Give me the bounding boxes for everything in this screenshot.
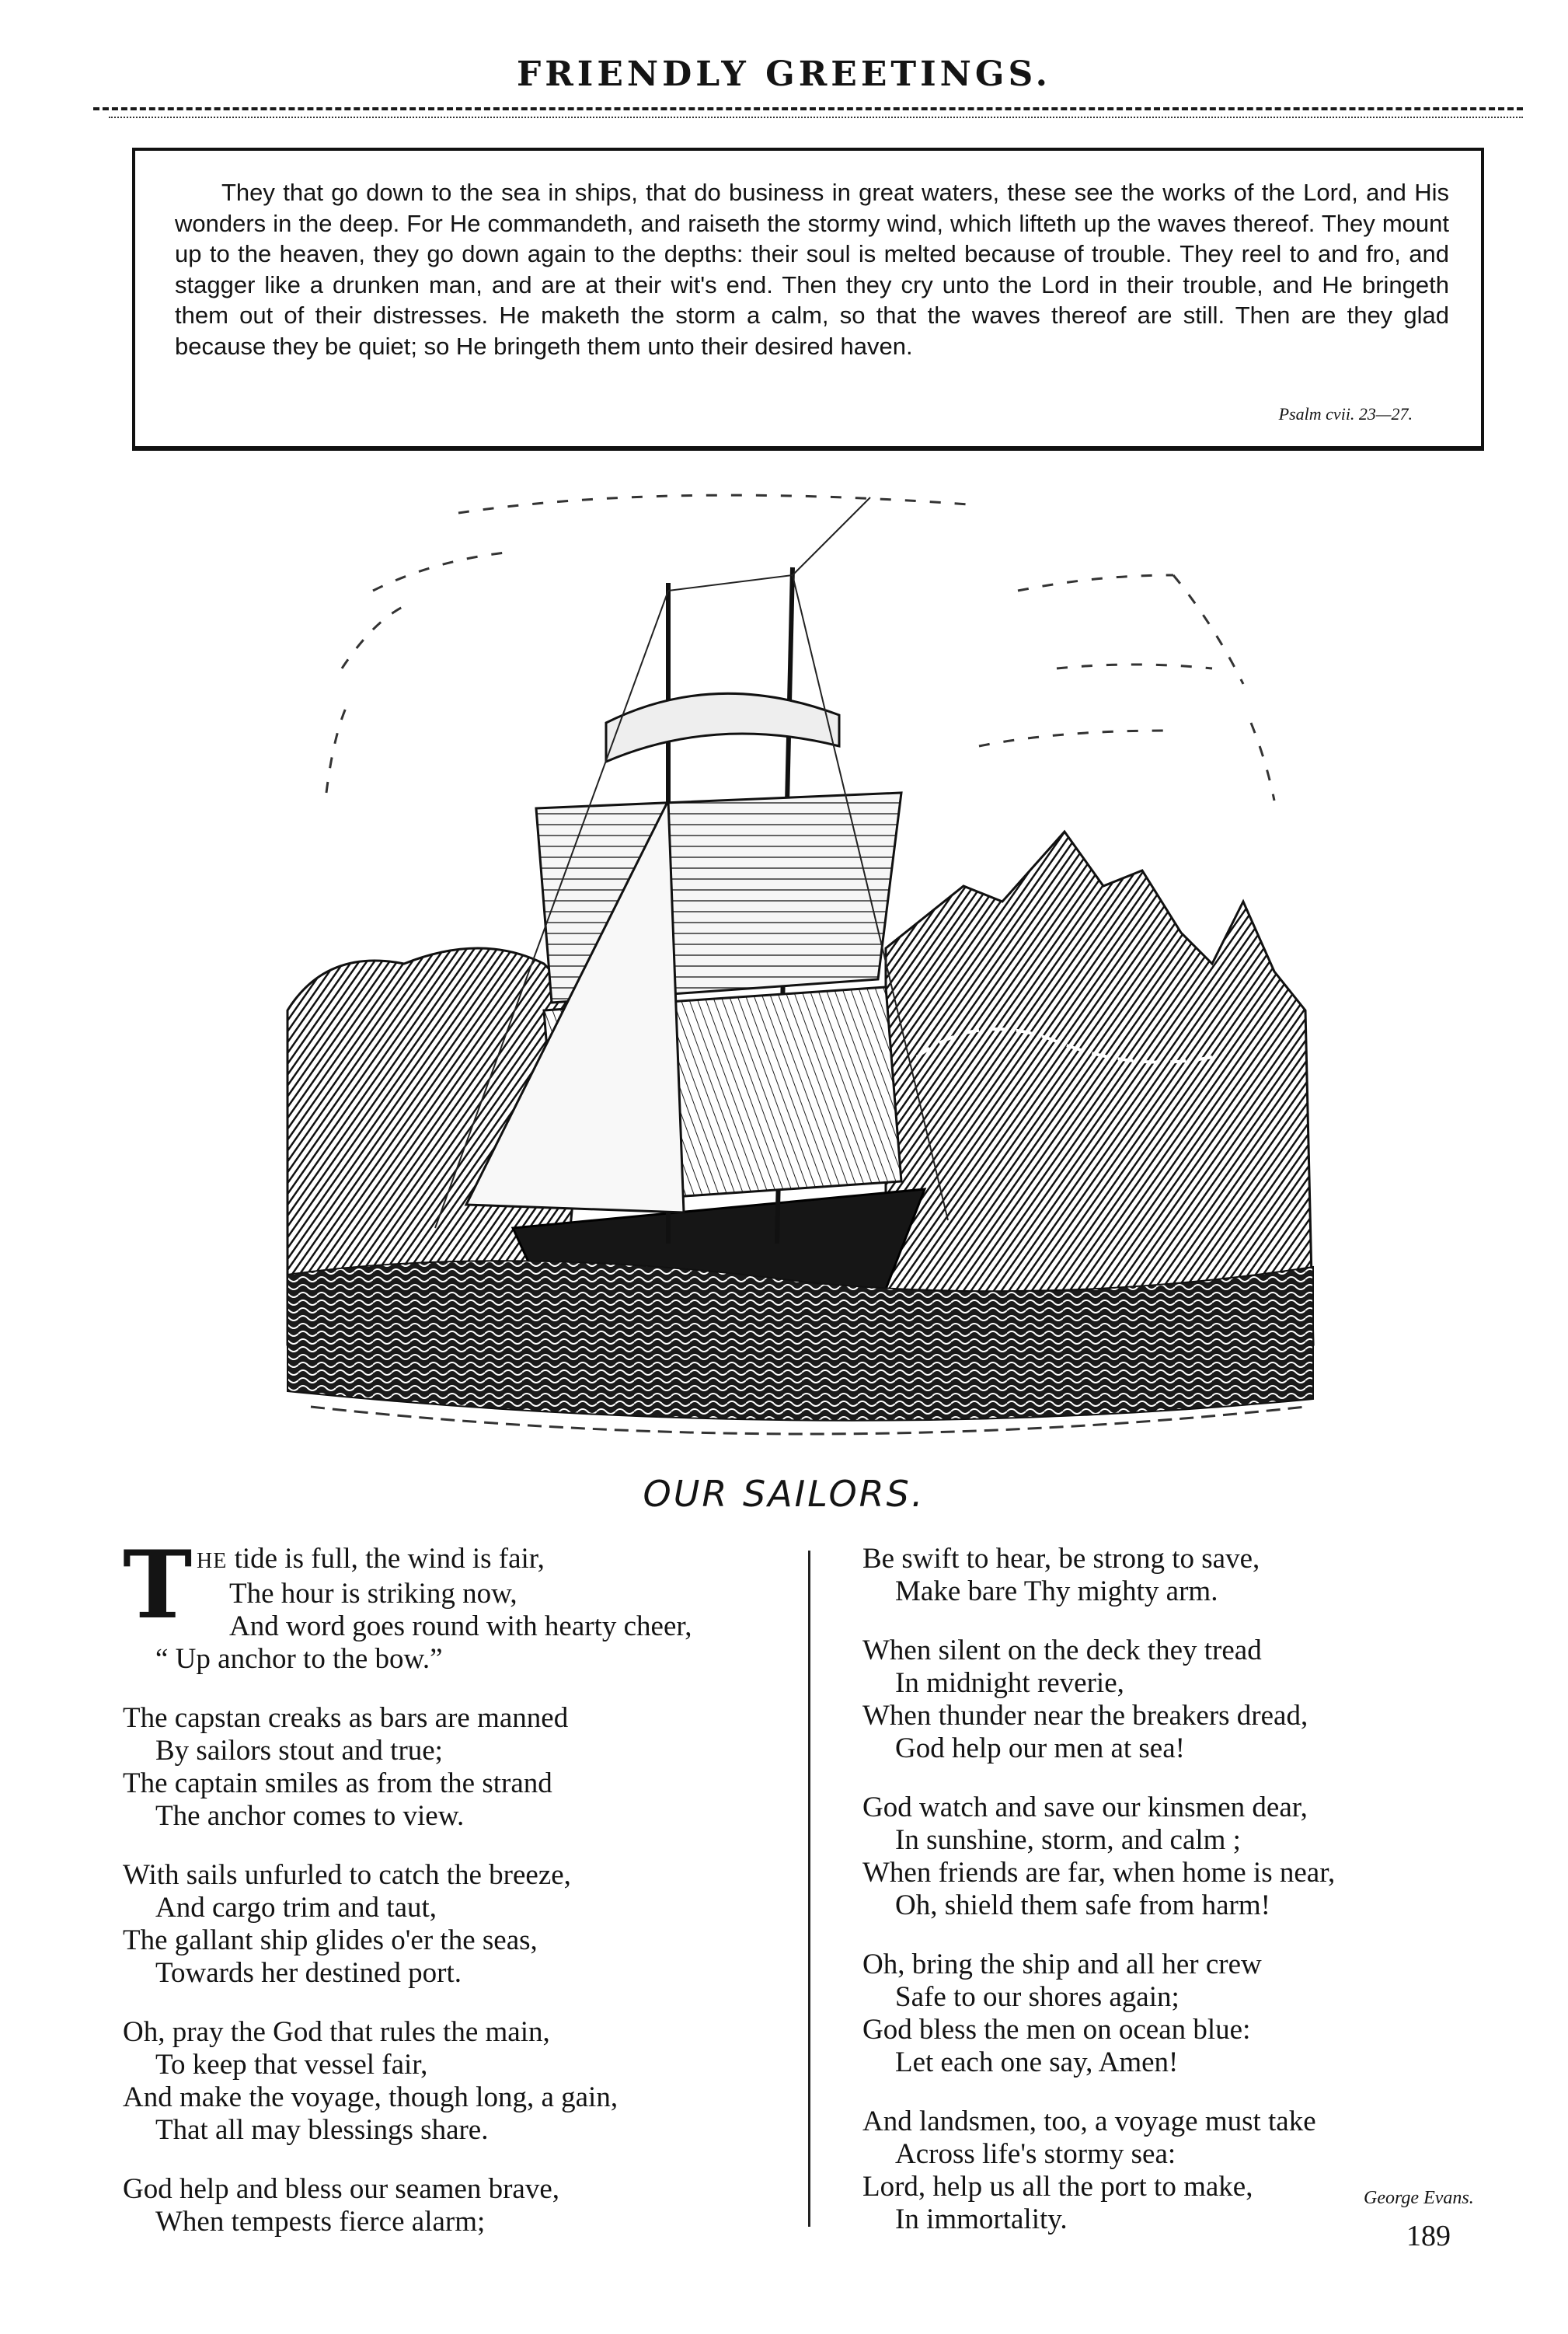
poem-line: Oh, bring the ship and all her crew <box>862 1948 1262 1980</box>
stanza <box>123 1702 775 1833</box>
poem-line: In immortality. <box>895 2203 1068 2235</box>
poem-line: Be swift to hear, be strong to save, <box>862 1543 1260 1575</box>
scripture-quote: They that go down to the sea in ships, that do business in great waters, these see the works of the Lord, and His wonders in the deep. For He commandeth, and raiseth the stormy wind, which lifteth up the waves thereof. They mount up to the heaven, they go down again to the depths: their soul is melted because of trouble. They reel to and fro, and stagger like a drunken man, and are at their wit's end. Then they cry unto the Lord in their trouble, and He bringeth them out of their distresses. He maketh the storm a calm, so that the waves thereof are still. Then are they glad because they be quiet; so He bringeth them unto their desired haven. <box>175 179 1449 360</box>
poem-line: Lord, help us all the port to make, <box>862 2171 1253 2203</box>
poem-line: And cargo trim and taut, <box>155 1892 437 1924</box>
drop-cap: T <box>123 1530 193 1640</box>
poem-line: That all may blessings share. <box>155 2114 489 2146</box>
header-rule-dotted <box>109 117 1523 118</box>
poem-line: God help and bless our seamen brave, <box>123 2173 560 2205</box>
poem-column-right <box>862 1543 1531 2262</box>
header-rule <box>93 107 1523 110</box>
poem-line: God watch and save our kinsmen dear, <box>862 1791 1308 1823</box>
poem-line: In sunshine, storm, and calm ; <box>895 1824 1241 1856</box>
poem-line: When thunder near the breakers dread, <box>862 1700 1308 1732</box>
poem-line: Across life's stormy sea: <box>895 2138 1176 2170</box>
page-number: 189 <box>1406 2220 1451 2252</box>
poem-title: OUR SAILORS. <box>643 1473 925 1515</box>
poem-line: Oh, pray the God that rules the main, <box>123 2016 550 2048</box>
stanza <box>123 2016 775 2147</box>
poem-line: “ Up anchor to the bow.” <box>155 1643 443 1675</box>
ship-engraving <box>280 466 1336 1469</box>
scripture-reference: Psalm cvii. 23—27. <box>1278 404 1413 424</box>
poem-line: God bless the men on ocean blue: <box>862 2014 1251 2046</box>
poem-column-left <box>123 1530 775 2265</box>
stanza <box>862 1791 1531 1922</box>
small-caps-word: HE <box>197 1549 228 1573</box>
poem-line: In midnight reverie, <box>895 1667 1124 1699</box>
poem-line <box>123 1543 775 1578</box>
poem-line: And word goes round with hearty cheer, <box>229 1610 692 1642</box>
poem-line-text: tide is full, the wind is fair, <box>234 1543 545 1575</box>
poem-line: By sailors stout and true; <box>155 1735 443 1767</box>
stanza <box>862 1634 1531 1765</box>
poem-line: The hour is striking now, <box>229 1578 517 1610</box>
poem-line: The captain smiles as from the strand <box>123 1767 552 1799</box>
stanza <box>123 1530 775 1676</box>
poem-line: The capstan creaks as bars are manned <box>123 1702 569 1734</box>
poem-line: When tempests fierce alarm; <box>155 2206 486 2238</box>
stanza <box>862 1948 1531 2079</box>
poem-line: The anchor comes to view. <box>155 1800 465 1832</box>
poem-line: And make the voyage, though long, a gain, <box>123 2081 618 2113</box>
poem-author: George Evans. <box>1364 2188 1474 2208</box>
poem-line: God help our men at sea! <box>895 1732 1185 1764</box>
stanza <box>123 1859 775 1990</box>
poem-line: Make bare Thy mighty arm. <box>895 1575 1218 1607</box>
poem-line: When silent on the deck they tread <box>862 1634 1262 1666</box>
stanza <box>123 2173 775 2238</box>
poem-line: Towards her destined port. <box>155 1957 462 1989</box>
poem-line: And landsmen, too, a voyage must take <box>862 2105 1316 2137</box>
poem-line: The gallant ship glides o'er the seas, <box>123 1924 538 1956</box>
poem-line: With sails unfurled to catch the breeze, <box>123 1859 571 1891</box>
poem-line: To keep that vessel fair, <box>155 2049 428 2081</box>
poem-line: When friends are far, when home is near, <box>862 1857 1336 1889</box>
stanza <box>862 1543 1531 1608</box>
column-divider <box>808 1551 810 2227</box>
poem-line: Let each one say, Amen! <box>895 2046 1179 2078</box>
stanza <box>862 2105 1531 2236</box>
poem-line: Oh, shield them safe from harm! <box>895 1889 1270 1921</box>
poem-line: Safe to our shores again; <box>895 1981 1179 2013</box>
running-header: FRIENDLY GREETINGS. <box>516 54 1051 94</box>
